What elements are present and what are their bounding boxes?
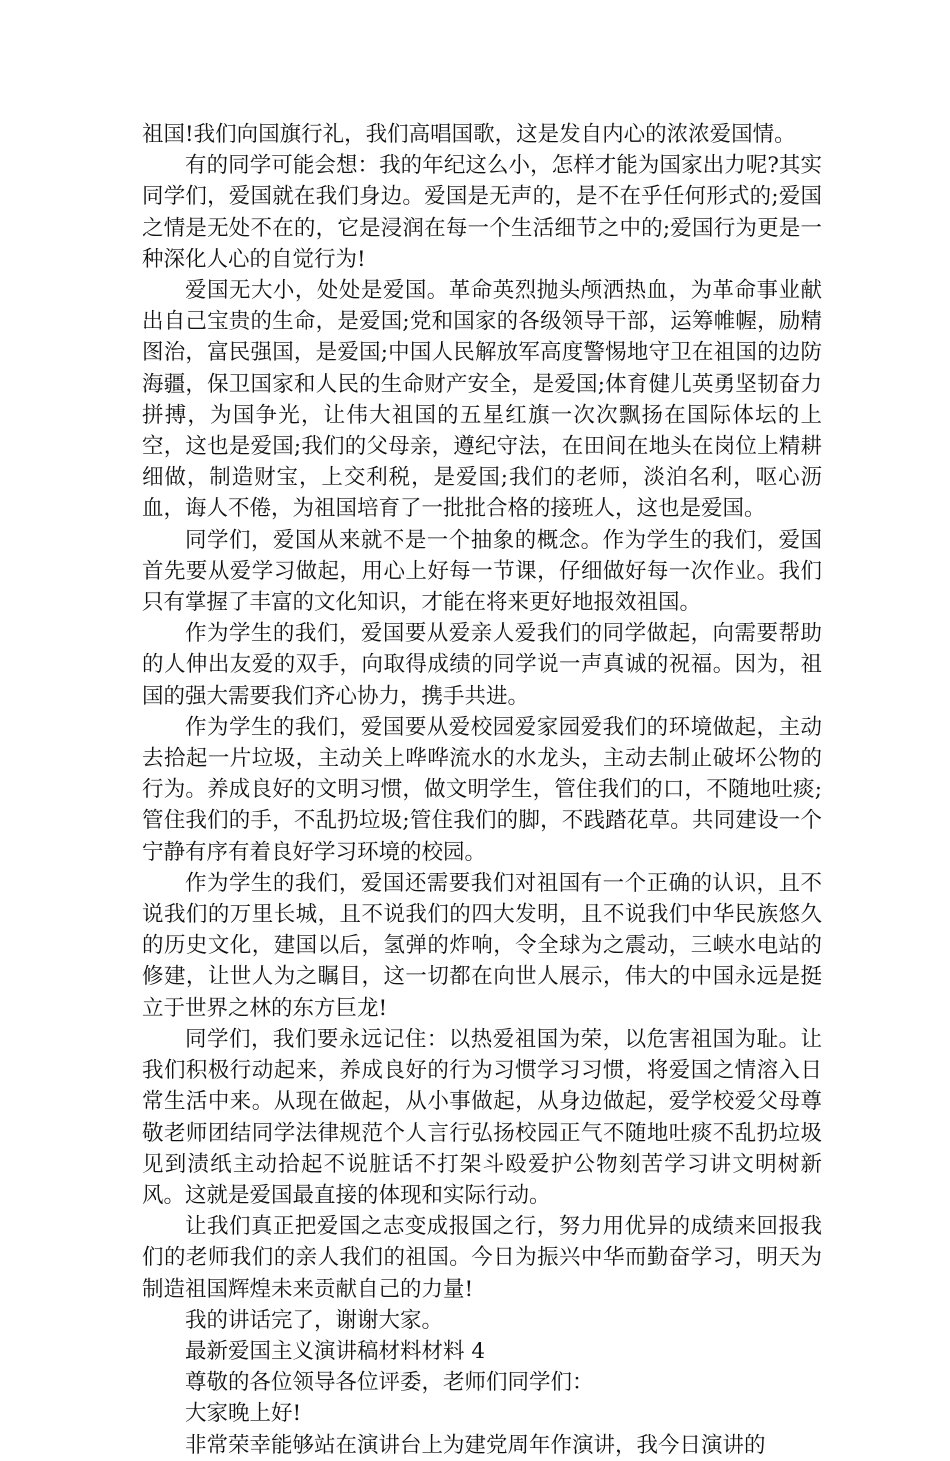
paragraph-1: 祖国!我们向国旗行礼，我们高唱国歌，这是发自内心的浓浓爱国情。 (142, 122, 796, 147)
paragraph-9: 让我们真正把爱国之志变成报国之行，努力用优异的成绩来回报我们的老师我们的亲人我们的祖国。今日为振兴中华而勤奋学习，明天为制造祖国辉煌未来贡献自己的力量! (142, 1214, 822, 1302)
paragraph-8: 同学们，我们要永远记住：以热爱祖国为荣，以危害祖国为耻。让我们积极行动起来，养成良好的行为习惯学习习惯，将爱国之情溶入日常生活中来。从现在做起，从小事做起，从身边做起，爱学校爱父母尊敬老师团结同学法律规范个人言行弘扬校园正气不随地吐痰不乱扔垃圾见到渍纸主动拾起不说脏话不打架斗殴爱护公物刻苦学习讲文明树新风。这就是爱国最直接的体现和实际行动。 (142, 1026, 822, 1208)
section-title: 最新爱国主义演讲稿材料材料 4 (185, 1338, 486, 1364)
paragraph-3: 爱国无大小，处处是爱国。革命英烈抛头颅洒热血，为革命事业献出自己宝贵的生命，是爱国;党和国家的各级领导干部，运筹帷幄，励精图治，富民强国，是爱国;中国人民解放军高度警惕地守卫在祖国的边防海疆，保卫国家和人民的生命财产安全，是爱国;体育健儿英勇坚韧奋力拼搏，为国争光，让伟大祖国的五星红旗一次次飘扬在国际体坛的上空，这也是爱国;我们的父母亲，遵纪守法，在田间在地头在岗位上精耕细做，制造财宝，上交利税，是爱国;我们的老师，淡泊名利，呕心沥血，诲人不倦，为祖国培育了一批批合格的接班人，这也是爱国。 (142, 278, 822, 522)
paragraph-4: 同学们，爱国从来就不是一个抽象的概念。作为学生的我们，爱国首先要从爱学习做起，用心上好每一节课，仔细做好每一次作业。我们只有掌握了丰富的文化知识，才能在将来更好地报效祖国。 (142, 527, 822, 616)
paragraph-opening: 非常荣幸能够站在演讲台上为建党周年作演讲，我今日演讲的 (185, 1432, 766, 1458)
closing-remark: 我的讲话完了，谢谢大家。 (185, 1307, 444, 1333)
document-body (142, 119, 822, 1461)
paragraph-7: 作为学生的我们，爱国还需要我们对祖国有一个正确的认识，且不说我们的万里长城，且不说我们的四大发明，且不说我们中华民族悠久的历史文化，建国以后，氢弹的炸响，令全球为之震动，三峡水电站的修建，让世人为之瞩目，这一切都在向世人展示，伟大的中国永远是挺立于世界之林的东方巨龙! (142, 870, 822, 1021)
salutation: 尊敬的各位领导各位评委，老师们同学们： (185, 1370, 594, 1396)
greeting: 大家晚上好! (185, 1401, 302, 1427)
paragraph-2: 有的同学可能会想：我的年纪这么小，怎样才能为国家出力呢?其实同学们，爱国就在我们身边。爱国是无声的，是不在乎任何形式的;爱国之情是无处不在的，它是浸润在每一个生活细节之中的;爱国行为更是一种深化人心的自觉行为! (142, 153, 822, 272)
paragraph-5: 作为学生的我们，爱国要从爱亲人爱我们的同学做起，向需要帮助的人伸出友爱的双手，向取得成绩的同学说一声真诚的祝福。因为，祖国的强大需要我们齐心协力，携手共进。 (142, 621, 822, 709)
paragraph-6: 作为学生的我们，爱国要从爱校园爱家园爱我们的环境做起，主动去拾起一片垃圾，主动关上哗哗流水的水龙头，主动去制止破坏公物的行为。养成良好的文明习惯，做文明学生，管住我们的口，不随地吐痰;管住我们的手，不乱扔垃圾;管住我们的脚，不践踏花草。共同建设一个宁静有序有着良好学习环境的校园。 (142, 714, 822, 865)
